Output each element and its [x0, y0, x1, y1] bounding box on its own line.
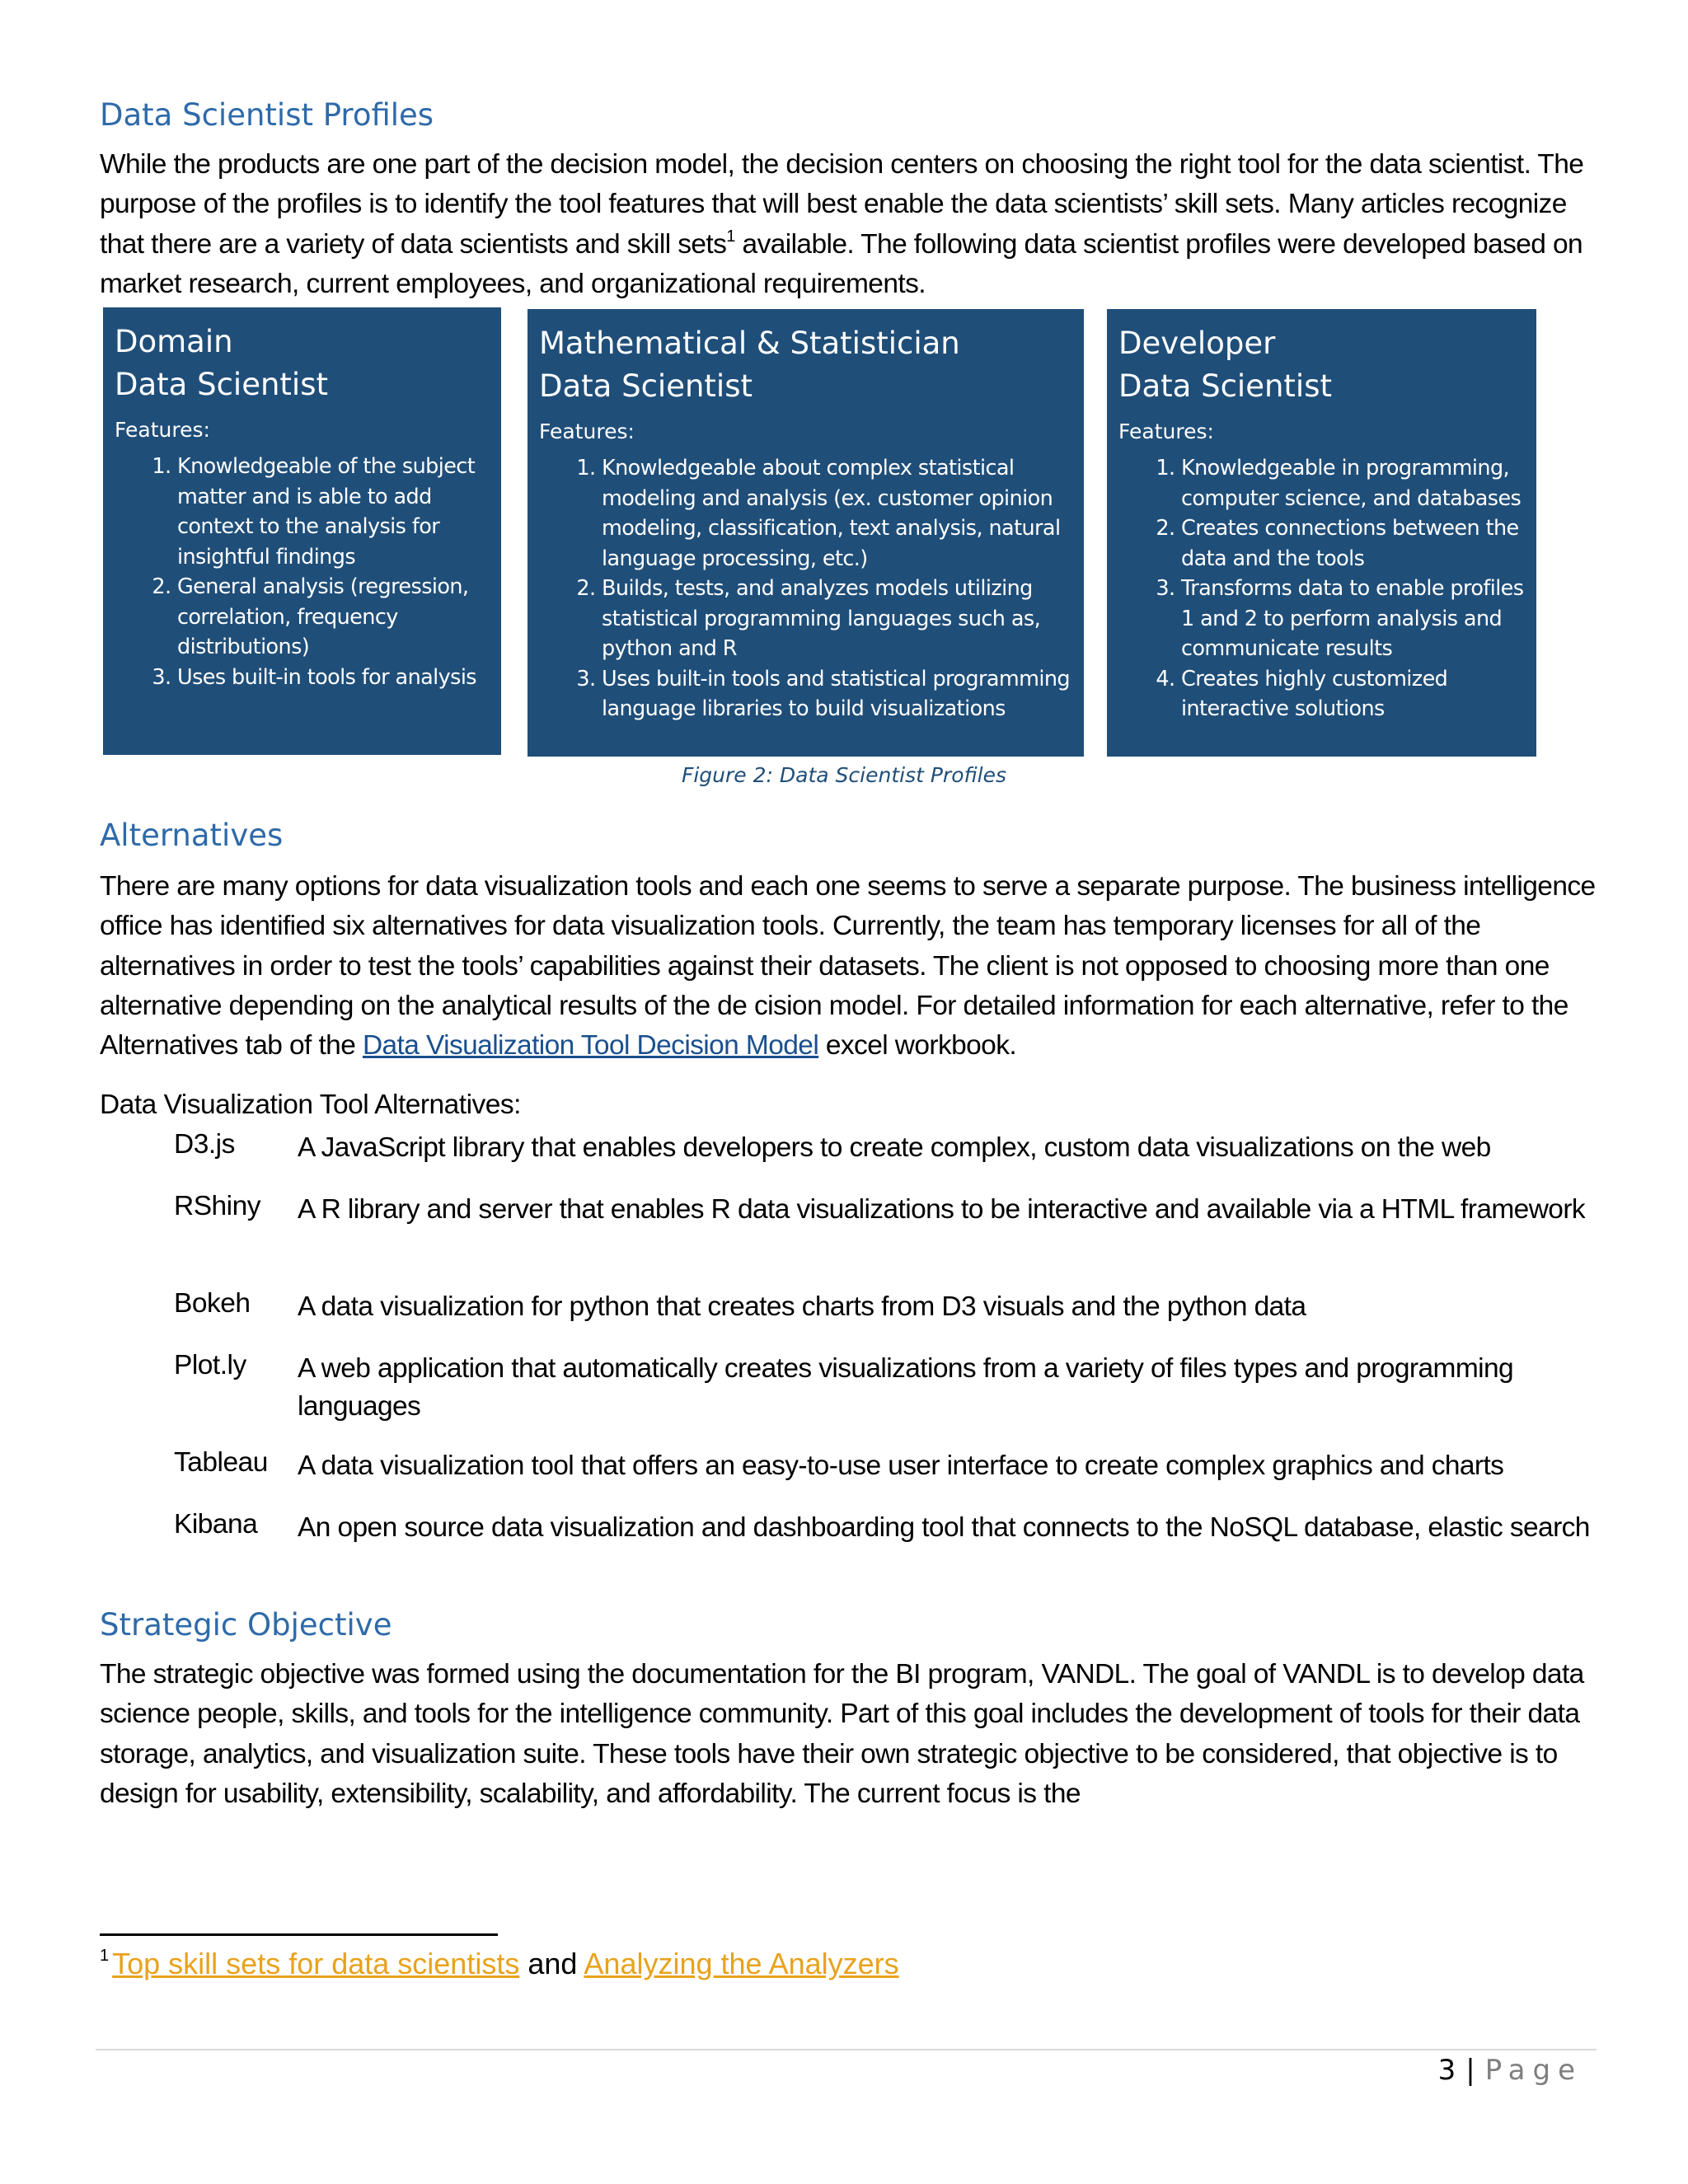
footnote: [100, 1947, 899, 1981]
profile-feature-item: 3. Uses built-in tools for analysis: [177, 663, 490, 693]
profile-card-domain: [103, 307, 501, 755]
alternative-name: Tableau: [174, 1447, 268, 1478]
profile-features-list: [1118, 453, 1525, 724]
alternative-description: A data visualization tool that offers an easy-to-use user interface to create complex graphics and charts: [298, 1451, 1504, 1481]
profile-feature-item: 2. General analysis (regression, correlation, frequency distributions): [177, 572, 490, 663]
profile-card-developer: [1107, 309, 1536, 757]
alternative-description: A R library and server that enables R data visualizations to be interactive and available via a HTML framework: [298, 1194, 1586, 1225]
alternatives-paragraph: [100, 867, 1608, 1066]
footnote-separator: [100, 1933, 498, 1936]
profile-features-list: [539, 453, 1072, 724]
footnote-joiner: and: [519, 1947, 584, 1980]
alternative-name: RShiny: [174, 1191, 260, 1221]
profile-feature-item: 2. Creates connections between the data and the tools: [1181, 513, 1525, 574]
footnote-link-analyzers[interactable]: Analyzing the Analyzers: [584, 1947, 899, 1980]
profile-features-label: Features:: [1118, 419, 1214, 443]
profiles-paragraph-text-end: available. The following data scientist profiles were developed based on market research, current employees, and organizational requirements.: [100, 228, 1583, 299]
alternative-name: Bokeh: [174, 1288, 251, 1319]
alternative-description: An open source data visualization and dashboarding tool that connects to the NoSQL database, elastic search: [298, 1512, 1590, 1543]
profile-features-label: Features:: [539, 419, 635, 443]
alternative-name: Kibana: [174, 1509, 258, 1540]
profile-title-line1: Developer: [1118, 326, 1276, 361]
section-heading-strategic-objective: Strategic Objective: [100, 1607, 392, 1643]
profile-feature-item: 4. Creates highly customized interactive solutions: [1181, 664, 1525, 724]
decision-model-link[interactable]: Data Visualization Tool Decision Model: [362, 1030, 819, 1062]
profile-title-line2: Data Scientist: [1118, 368, 1332, 404]
alternatives-paragraph-text: There are many options for data visualization tools and each one seems to serve a separate purpose. The business intelligence office has identified six alternatives for data visualization tools. Currently, the team has temporary licenses for all of the alternatives in order to test the tools’ capabilities against their datasets. The client is not opposed to choosing more than one alternative depending on the analytical results of the de cision model. For detailed information for each alternative, refer to the Alternatives tab of the: [100, 871, 1596, 1062]
profiles-paragraph: [100, 145, 1608, 304]
profiles-paragraph-text: While the products are one part of the decision model, the decision centers on choosing the right tool for the data scientist. The purpose of the profiles is to identify the tool features that will best enable the data scientists’ skill sets. Many articles recognize that there are a variety of data scientists and skill sets: [100, 149, 1584, 260]
footer-rule: [96, 2049, 1597, 2050]
page-label: Page: [1484, 2054, 1582, 2087]
profile-title-line2: Data Scientist: [539, 368, 753, 404]
profile-features-list: [115, 452, 490, 692]
profile-title-line1: Domain: [115, 324, 233, 359]
alternative-description: A web application that automatically creates visualizations from a variety of files types and programming languages: [298, 1353, 1514, 1422]
page-number-value: 3: [1437, 2054, 1456, 2087]
profile-feature-item: 3. Uses built-in tools and statistical programming language libraries to build visualizations: [602, 664, 1072, 724]
figure-caption: Figure 2: Data Scientist Profiles: [681, 763, 1007, 787]
footnote-reference[interactable]: 1: [726, 227, 735, 246]
profile-feature-item: 1. Knowledgeable about complex statistical modeling and analysis (ex. customer opinion modeling, classification, text analysis, natural language processing, etc.): [602, 453, 1072, 574]
profile-feature-item: 2. Builds, tests, and analyzes models utilizing statistical programming languages such as, python and R: [602, 574, 1072, 664]
profile-features-label: Features:: [115, 418, 210, 442]
section-heading-alternatives: Alternatives: [100, 818, 284, 853]
strategic-paragraph: The strategic objective was formed using the documentation for the BI program, VANDL. The goal of VANDL is to develop data science people, skills, and tools for the intelligence community. Part of this goal includes the development of tools for their data storage, analytics, and visualization suite. These tools have their own strategic objective to be considered, that objective is to design for usability, extensibility, scalability, and affordability. The current focus is the: [100, 1659, 1584, 1809]
profile-feature-item: 1. Knowledgeable of the subject matter and is able to add context to the analysis for insightful findings: [177, 452, 490, 572]
alternative-description: A data visualization for python that creates charts from D3 visuals and the python data: [298, 1291, 1306, 1322]
profile-title-line2: Data Scientist: [115, 367, 328, 402]
alternatives-paragraph-text-end: excel workbook.: [818, 1030, 1017, 1062]
alternative-description: A JavaScript library that enables developers to create complex, custom data visualizations on the web: [298, 1132, 1491, 1163]
profile-title-line1: Mathematical & Statistician: [539, 326, 960, 361]
profile-feature-item: 3. Transforms data to enable profiles 1 and 2 to perform analysis and communicate results: [1181, 574, 1525, 664]
alternatives-list-heading: Data Visualization Tool Alternatives:: [100, 1090, 521, 1120]
footnote-link-skill-sets[interactable]: Top skill sets for data scientists: [112, 1947, 520, 1980]
page-number-separator: |: [1465, 2054, 1475, 2087]
profile-card-mathematical: [528, 309, 1084, 757]
section-heading-profiles: Data Scientist Profiles: [100, 97, 434, 133]
page-number: [1438, 2054, 1582, 2087]
alternative-name: Plot.ly: [174, 1350, 246, 1380]
profile-feature-item: 1. Knowledgeable in programming, computer science, and databases: [1181, 453, 1525, 513]
alternative-name: D3.js: [174, 1129, 235, 1160]
footnote-marker: 1: [100, 1947, 110, 1965]
